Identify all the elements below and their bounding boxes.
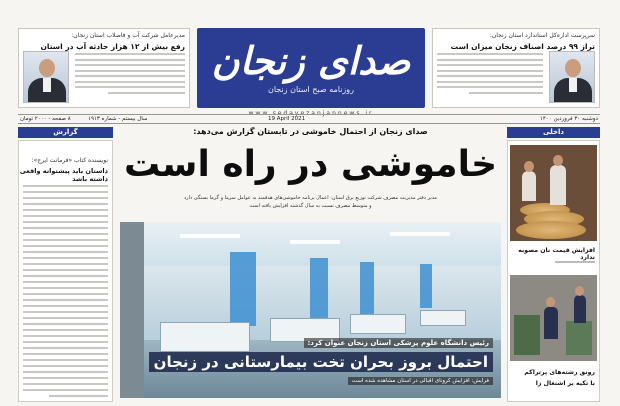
- right-column: [507, 140, 600, 402]
- price-info: ۸ صفحه - ۲۰۰۰ تومان: [20, 116, 71, 122]
- left-column-body-text: [23, 185, 108, 401]
- top-right-body-text: [437, 53, 543, 97]
- main-lead-line-1: مدیر دفتر مدیریت مصرف شرکت توزیع برق استان: اعمال برنامه خاموشی‌های هدفمند به عوامل سرما و گرما بستگی دارد: [183, 195, 438, 201]
- top-right-story[interactable]: [432, 28, 600, 108]
- top-right-kicker: سرپرست اداره‌کل استاندارد استان زنجان:: [489, 32, 595, 39]
- bread-caption-underline: [555, 261, 595, 263]
- workshop-caption-line-2[interactable]: با تکیه بر اشتغال زا: [535, 380, 595, 387]
- main-headline[interactable]: خاموشی در راه است: [123, 144, 498, 185]
- main-lead-line-2: و متوسط مصرف نسبت به سال گذشته افزایش یافته است: [249, 203, 372, 209]
- left-column-title: داستان باید پیشتوانه واقعی داشته باشد: [19, 167, 108, 183]
- site-url: www.sedayezanjannews.ir: [248, 110, 374, 117]
- caption-subtitle: فرایش: افزایش کرونای اقبالی در استان مشاهده شده است: [348, 377, 493, 385]
- top-left-title: رفع بیش از ۱۲ هزار حادثه آب در استان: [40, 42, 185, 51]
- section-domestic: داخلی: [507, 127, 600, 138]
- masthead-logo: صدای زنجان: [211, 38, 411, 83]
- top-left-portrait: [23, 51, 69, 103]
- persian-date: دوشنبه ۳۰ فروردین ۱۴۰۰: [539, 116, 598, 122]
- workshop-photo[interactable]: [510, 275, 597, 361]
- workshop-caption-line-1[interactable]: رونق رشته‌های پرتراکم: [524, 369, 595, 376]
- section-report: گزارش: [18, 127, 113, 138]
- caption-kicker: رئیس دانشگاه علوم پزشکی استان زنجان عنوان کرد:: [304, 338, 494, 348]
- top-left-story[interactable]: [18, 28, 190, 108]
- gregorian-date: 19 April 2021: [268, 116, 306, 122]
- top-left-kicker: مدیرعامل شرکت آب و فاضلاب استان زنجان:: [71, 32, 185, 39]
- bread-price-caption[interactable]: افزایش قیمت نان مصوبه ندارد: [518, 247, 595, 261]
- top-right-title: تراز ۹۹ درصد اصناف زنجان میزان است: [450, 42, 595, 51]
- masthead: [197, 28, 425, 108]
- issue-number: سال بیستم - شماره ۱۹۱۳: [88, 116, 148, 122]
- caption-title: احتمال بروز بحران تخت بیمارستانی در زنجان: [149, 352, 493, 372]
- top-left-body-text: [75, 53, 185, 97]
- bakery-photo[interactable]: [510, 145, 597, 241]
- main-kicker: صدای زنجان از احتمال خاموشی در تابستان گزارش می‌دهد:: [193, 127, 428, 136]
- date-strip: [18, 114, 600, 124]
- masthead-subtitle: روزنامه صبح استان زنجان: [267, 85, 355, 94]
- left-column-kicker: نویسنده کتاب «فرمانت ایرج»:: [31, 157, 108, 164]
- top-right-portrait: [549, 51, 595, 103]
- main-photo-caption[interactable]: [120, 330, 501, 402]
- left-column-story[interactable]: [18, 140, 113, 402]
